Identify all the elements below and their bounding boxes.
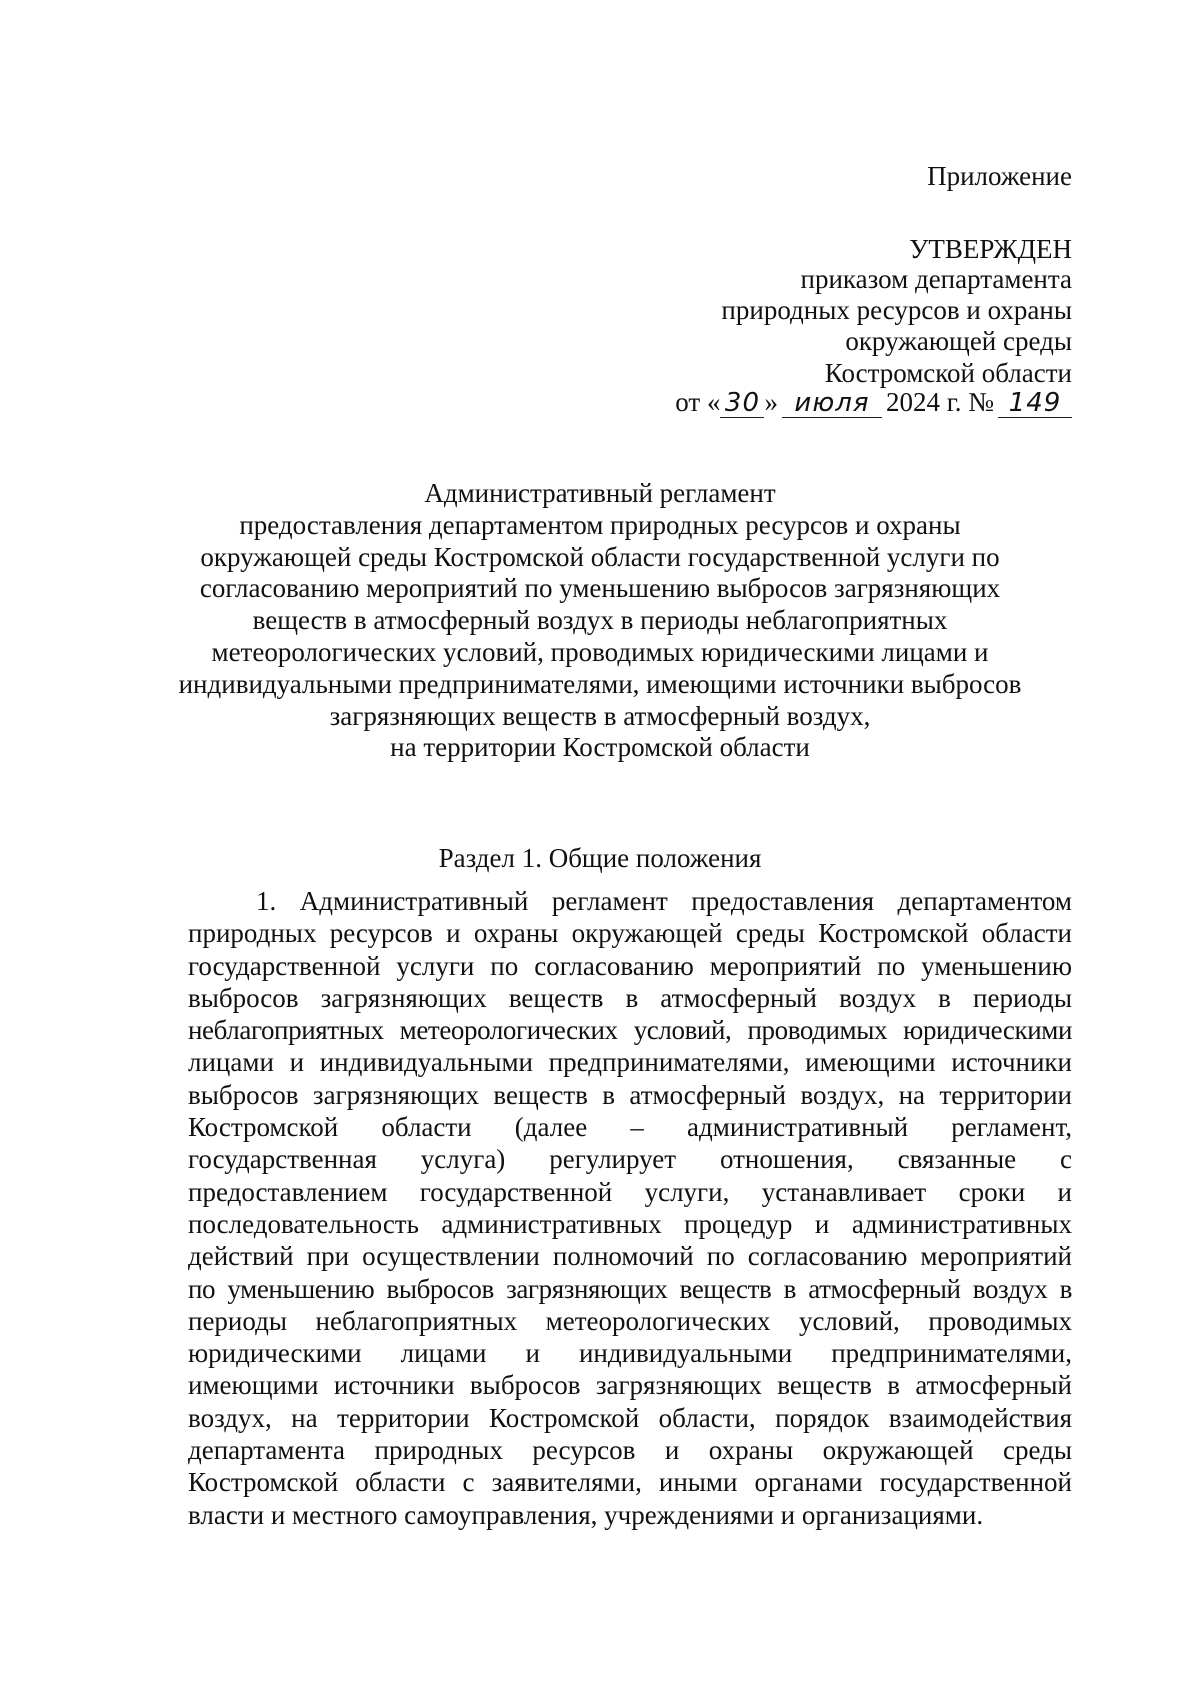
title-line: индивидуальными предпринимателями, имеющими источники выбросов <box>178 668 1022 699</box>
paragraph-line: неблагоприятных метеорологических условий, проводимых юридическими <box>188 1015 1072 1046</box>
paragraph-line: воздух, на территории Костромской области, порядок взаимодействия <box>188 1402 1072 1433</box>
paragraph-line: власти и местного самоуправления, учреждениями и организациями. <box>188 1499 984 1530</box>
document-title <box>160 478 1040 764</box>
handwritten-day: 30 <box>720 389 764 418</box>
paragraph-line: действий при осуществлении полномочий по согласованию мероприятий <box>188 1241 1072 1272</box>
paragraph-line: последовательность административных процедур и административных <box>188 1208 1072 1239</box>
date-prefix: от « <box>675 387 721 417</box>
date-close-quote: » <box>764 387 778 417</box>
title-line: окружающей среды Костромской области государственной услуги по <box>200 541 1000 572</box>
appendix-label: Приложение <box>927 161 1072 191</box>
paragraph-line: Костромской области с заявителями, иными органами государственной <box>188 1467 1072 1498</box>
section-heading: Раздел 1. Общие положения <box>438 843 762 873</box>
handwritten-order-number: 149 <box>998 389 1072 418</box>
paragraph-line: природных ресурсов и охраны окружающей среды Костромской области <box>188 918 1072 949</box>
paragraph-line: юридическими лицами и индивидуальными предпринимателями, <box>188 1338 1072 1369</box>
title-line: метеорологических условий, проводимых юридическими лицами и <box>211 636 989 667</box>
title-line: предоставления департаментом природных ресурсов и охраны <box>239 509 961 540</box>
paragraph-line: Костромской области (далее – административный регламент, <box>188 1112 1072 1143</box>
title-line: на территории Костромской области <box>390 732 810 763</box>
title-line: Административный регламент <box>424 478 776 508</box>
title-line: согласованию мероприятий по уменьшению выбросов загрязняющих <box>199 573 1001 604</box>
paragraph-line: выбросов загрязняющих веществ в атмосферный воздух в периоды <box>188 982 1072 1013</box>
approval-line: Костромской области <box>824 358 1072 388</box>
paragraph-line: лицами и индивидуальными предпринимателями, имеющими источники <box>188 1047 1072 1078</box>
approved-label: УТВЕРЖДЕН <box>909 234 1072 264</box>
paragraph-line: имеющими источники выбросов загрязняющих веществ в атмосферный <box>188 1370 1072 1401</box>
date-year-label: 2024 г. № <box>885 387 994 417</box>
paragraph-1 <box>188 885 1072 1531</box>
paragraph-line: департамента природных ресурсов и охраны окружающей среды <box>188 1435 1072 1466</box>
title-line: загрязняющих веществ в атмосферный воздух, <box>329 700 871 731</box>
paragraph-line: государственная услуга) регулирует отношения, связанные с <box>188 1144 1072 1175</box>
paragraph-line: выбросов загрязняющих веществ в атмосферный воздух, на территории <box>188 1079 1072 1110</box>
title-line: веществ в атмосферный воздух в периоды неблагоприятных <box>252 605 948 636</box>
paragraph-line: государственной услуги по согласованию мероприятий по уменьшению <box>188 950 1072 981</box>
approval-line: приказом департамента <box>800 264 1072 294</box>
paragraph-line: предоставлением государственной услуги, устанавливает сроки и <box>188 1176 1072 1207</box>
paragraph-line: по уменьшению выбросов загрязняющих веществ в атмосферный воздух в <box>188 1273 1072 1304</box>
paragraph-line: периоды неблагоприятных метеорологических условий, проводимых <box>188 1305 1072 1336</box>
approval-line: окружающей среды <box>845 326 1072 356</box>
order-date-line <box>675 386 1072 418</box>
paragraph-line: 1. Административный регламент предоставления департаментом <box>256 886 1072 916</box>
handwritten-month: июля <box>782 389 882 418</box>
approval-line: природных ресурсов и охраны <box>721 295 1072 325</box>
